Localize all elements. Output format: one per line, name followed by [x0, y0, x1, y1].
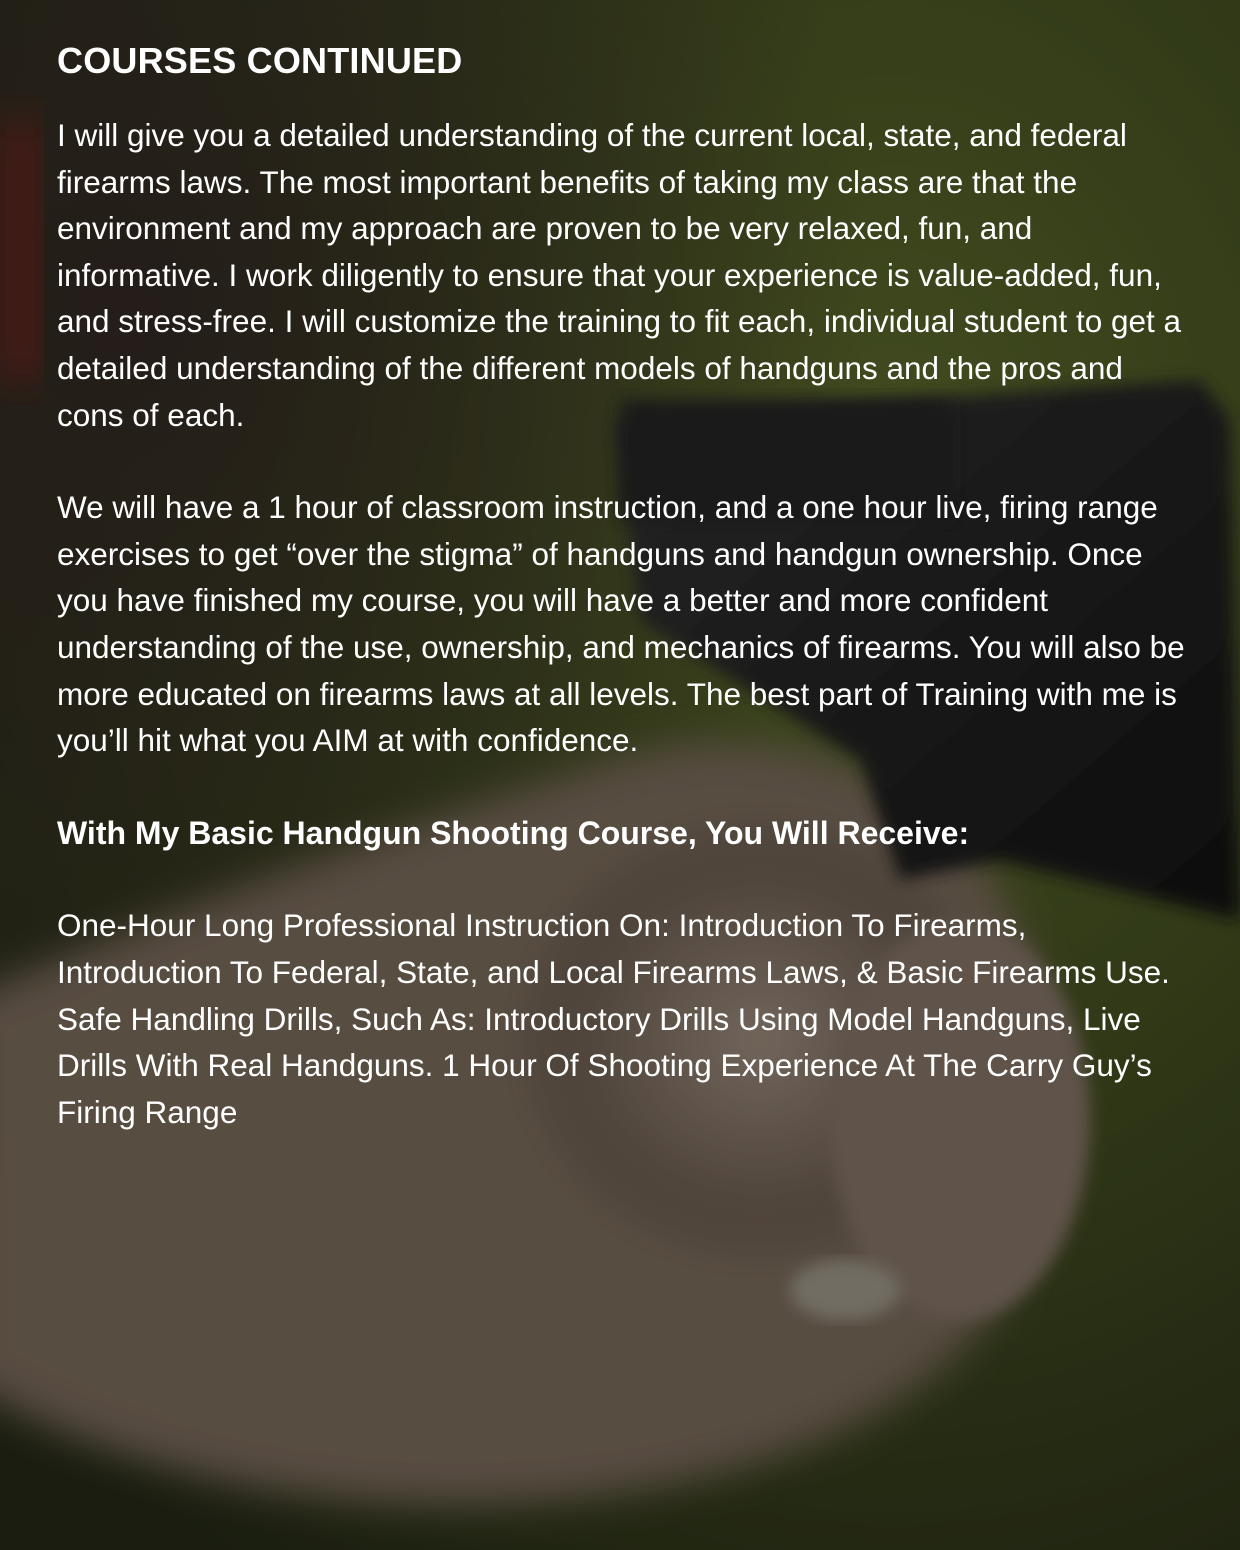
course-includes-text: One-Hour Long Professional Instruction On: Introduction To Firearms, Introduction To Federal, State, and Local Firearms Laws, & Basic Firearms Use. Safe Handling Drills, Such As: Introductory Drills Using Model Handguns, Live Drills With Real Handguns. 1 Hour Of Shooting Experience At The Carry Guy’s Firing Range: [57, 907, 1170, 1130]
intro-paragraph: I will give you a detailed understanding of the current local, state, and federal firearms laws. The most important benefits of taking my class are that the environment and my approach are proven to be very relaxed, fun, and informative. I work diligently to ensure that your experience is value-added, fun, and stress-free. I will customize the training to fit each, individual student to get a detailed understanding of the different models of handguns and the pros and cons of each.: [57, 117, 1182, 433]
content-block: [57, 36, 1197, 1135]
course-details-paragraph: We will have a 1 hour of classroom instruction, and a one hour live, firing range exercises to get “over the stigma” of handguns and handgun ownership. Once you have finished my course, you will have a better and more confident understanding of the use, ownership, and mechanics of firearms. You will also be more educated on firearms laws at all levels. The best part of Training with me is you’ll hit what you AIM at with confidence.: [57, 489, 1185, 759]
page-title: COURSES CONTINUED: [57, 40, 463, 81]
course-includes-heading: With My Basic Handgun Shooting Course, You Will Receive:: [57, 814, 970, 851]
